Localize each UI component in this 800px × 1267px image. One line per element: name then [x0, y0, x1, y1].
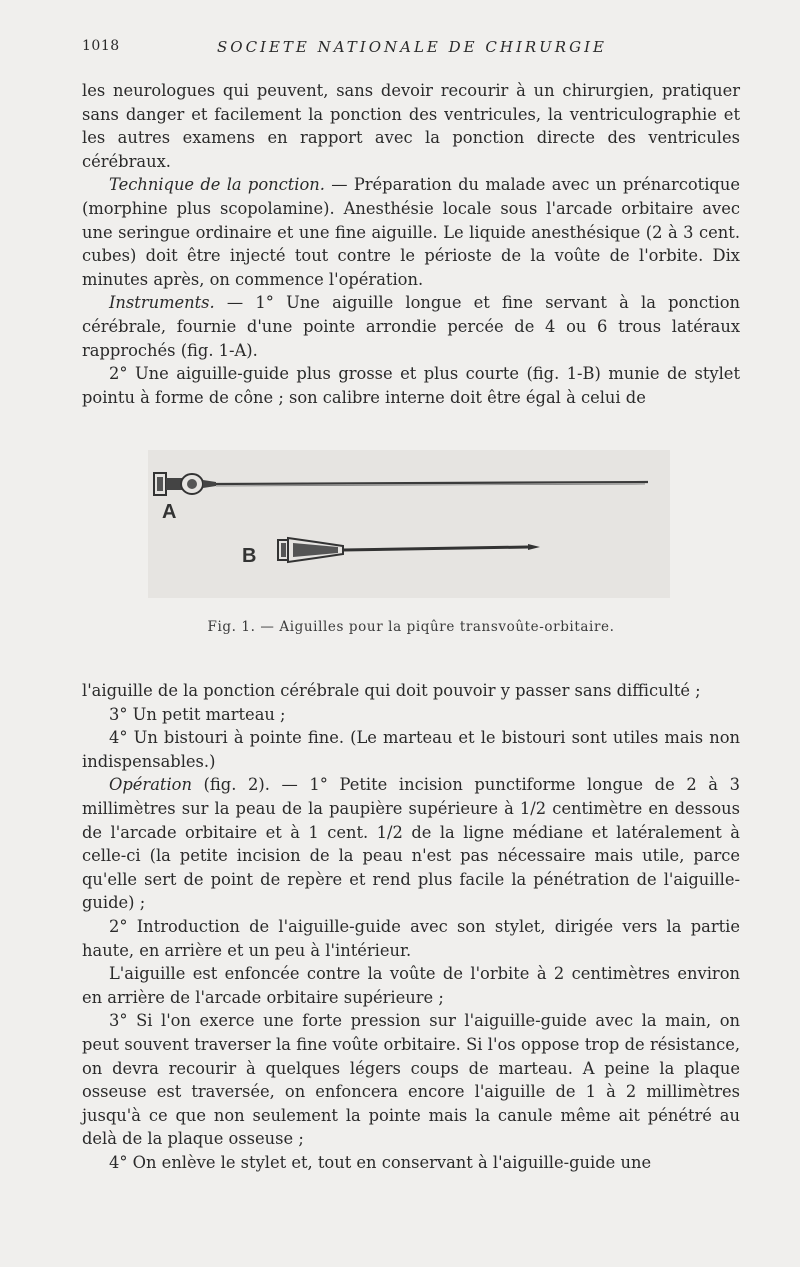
- paragraph-instruments: [82, 291, 740, 362]
- paragraph: l'aiguille de la ponction cérébrale qui doit pouvoir y passer sans difficulté ;: [82, 681, 701, 700]
- paragraph-text: — 1° Une aiguille longue et fine servant à la ponction cérébrale, fournie d'une pointe arrondie percée de 4 ou 6 trous latéraux rapprochés (fig. 1-A).: [82, 293, 740, 360]
- paragraph-text: — Préparation du malade avec un prénarcotique (morphine plus scopolamine). Anesthésie locale sous l'arcade orbitaire avec une seringue ordinaire et une fine aiguille. Le liquide anesthésique (2 à 3 cent. cubes) doit être injecté tout contre le périoste de la voûte de l'orbite. Dix minutes après, on commence l'opération.: [82, 175, 740, 289]
- paragraph-technique: [82, 173, 740, 291]
- figure-caption: Fig. 1. — Aiguilles pour la piqûre transvoûte-orbitaire.: [207, 619, 615, 635]
- needle-b: [278, 538, 540, 562]
- page-header: [82, 38, 740, 60]
- page-number: 1018: [82, 38, 120, 54]
- needles-illustration: [148, 450, 670, 598]
- paragraph-operation: [82, 773, 740, 915]
- section-label: Instruments.: [109, 293, 215, 313]
- paragraph: 4° On enlève le stylet et, tout en conservant à l'aiguille-guide une: [109, 1152, 652, 1172]
- needle-a: [154, 473, 648, 495]
- top-text-block: [82, 79, 740, 409]
- paragraph: L'aiguille est enfoncée contre la voûte de l'orbite à 2 centimètres environ en arrière de l'arcade orbitaire supérieure ;: [82, 964, 740, 1007]
- paragraph: les neurologues qui peuvent, sans devoir recourir à un chirurgien, pratiquer sans danger et facilement la ponction des ventricules, la ventriculographie et les autres examens en rapport avec la ponction directe des ventricules cérébraux.: [82, 81, 740, 171]
- figure-label-b: B: [242, 545, 257, 567]
- paragraph: 4° Un bistouri à pointe fine. (Le marteau et le bistouri sont utiles mais non indispensables.): [82, 728, 740, 771]
- paragraph: 3° Un petit marteau ;: [109, 704, 286, 724]
- section-label: Opération: [109, 775, 192, 795]
- figure-needles: [148, 450, 670, 598]
- figure-label-a: A: [162, 501, 177, 523]
- section-label: Technique de la ponction.: [109, 175, 325, 195]
- bottom-text-block: [82, 679, 740, 1174]
- paragraph: 3° Si l'on exerce une forte pression sur l'aiguille-guide avec la main, on peut souvent traverser la fine voûte orbitaire. Si l'os oppose trop de résistance, on devra recourir à quelques légers coups de marteau. A peine la plaque osseuse est traversée, on enfoncera encore l'aiguille de 1 à 2 millimètres jusqu'à ce que non seulement la pointe mais la canule même ait pénétré au delà de la plaque osseuse ;: [82, 1011, 740, 1149]
- paragraph: 2° Introduction de l'aiguille-guide avec son stylet, dirigée vers la partie haute, en arrière et un peu à l'intérieur.: [82, 916, 740, 960]
- running-title: SOCIETE NATIONALE DE CHIRURGIE: [217, 38, 607, 56]
- paragraph-text: (fig. 2). — 1° Petite incision punctiforme longue de 2 à 3 millimètres sur la peau de la paupière supérieure à 1/2 centimètre en dessous de l'arcade orbitaire et à 1 cent. 1/2 de la ligne médiane et latéralement à celle-ci (la petite incision de la peau n'est pas nécessaire mais utile, parce qu'elle sert de point de repère et rend plus facile la pénétration de l'aiguille-guide) ;: [82, 775, 740, 913]
- paragraph: 2° Une aiguille-guide plus grosse et plus courte (fig. 1-B) munie de stylet pointu à forme de cône ; son calibre interne doit être égal à celui de: [82, 364, 740, 407]
